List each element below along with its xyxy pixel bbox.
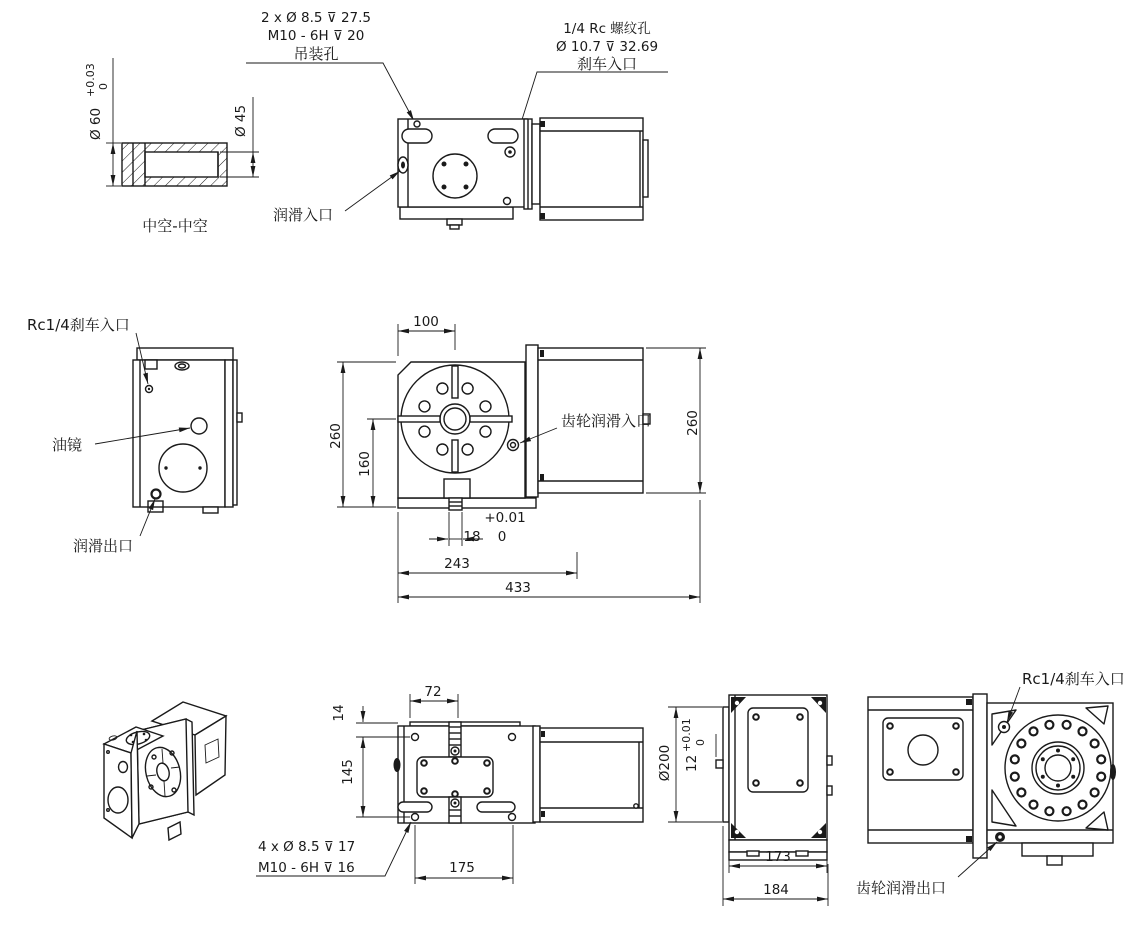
view-bottom: [394, 722, 644, 823]
lube-outlet-label: 润滑出口: [73, 537, 134, 555]
brake-inlet-side-label: Rc1/4刹车入口: [27, 316, 130, 334]
dim-text-260-right: 260: [685, 410, 701, 436]
bottom-holes-line1: 4 x Ø 8.5 ⊽ 17: [258, 839, 356, 855]
dim-tol-minus-12: 0: [694, 739, 707, 746]
dim-text-200: Ø200: [657, 744, 673, 782]
lifting-slot-right: [488, 129, 518, 143]
dim-text-433: 433: [505, 580, 531, 596]
dim-text-14: 14: [331, 704, 347, 722]
mount-hole: [412, 814, 419, 821]
dim-text-184: 184: [763, 882, 789, 898]
dim-tol-plus-12: +0.01: [680, 718, 693, 752]
hollow-caption: 中空-中空: [142, 217, 208, 235]
dim-tol-plus-18: +0.01: [484, 510, 526, 526]
oil-sight-glass: [191, 418, 207, 434]
dim-243: [398, 552, 577, 579]
key-block: [444, 479, 470, 498]
brake-thread-line1: 1/4 Rc 螺纹孔: [563, 21, 651, 37]
dim-text-12: 12: [684, 754, 700, 772]
oil-sight-label: 油镜: [52, 436, 83, 454]
gear-lube-outlet-label: 齿轮润滑出口: [856, 879, 947, 897]
lube-inlet-label: 润滑入口: [273, 206, 334, 224]
dim-72: [410, 684, 458, 718]
brake-thread-line2: Ø 10.7 ⊽ 32.69: [555, 39, 659, 55]
dim-tol-minus-bore-outer: 0: [97, 83, 110, 90]
gear-lube-inlet-label: 齿轮润滑入口: [561, 412, 652, 430]
view-top-plan: [398, 118, 648, 229]
lifting-spec-line1: 2 x Ø 8.5 ⊽ 27.5: [260, 10, 372, 26]
dim-text-173: 173: [765, 849, 791, 865]
dim-bore-outer: [84, 58, 121, 186]
mount-hole: [509, 814, 516, 821]
dim-18: [429, 510, 526, 546]
dim-175: [415, 825, 513, 884]
dim-260-left: [328, 362, 396, 507]
dim-text-100: 100: [413, 314, 439, 330]
view-side-left: [27, 316, 242, 555]
motor-top: [540, 118, 643, 220]
dim-tol-minus-18: 0: [497, 529, 507, 545]
hollow-bore: [145, 152, 218, 177]
brake-thread-label: 刹车入口: [576, 55, 638, 73]
dim-text-bore-outer: Ø 60: [88, 107, 104, 140]
dim-text-160: 160: [357, 451, 373, 477]
leader-lube-inlet: [345, 171, 400, 211]
dim-text-243: 243: [444, 556, 470, 572]
key: [716, 760, 723, 768]
dim-260-right: [646, 348, 706, 493]
gear-lube-inlet-fitting: [508, 440, 519, 451]
callout-lube-inlet: [273, 171, 400, 224]
dim-12: [680, 718, 716, 772]
dim-433: [398, 500, 700, 603]
lifting-hole-target: [414, 121, 420, 127]
dim-160: [357, 419, 396, 507]
dim-text-bore-inner: Ø 45: [233, 104, 249, 137]
lifting-spec-line2: M10 - 6H ⊽ 20: [267, 28, 365, 44]
mount-hole: [509, 734, 516, 741]
dim-100: [398, 314, 455, 356]
callout-lifting-holes: [246, 10, 414, 121]
view-rear: [716, 695, 832, 860]
dim-text-145: 145: [340, 759, 356, 785]
bottom-holes-line2: M10 - 6H ⊽ 16: [258, 860, 355, 876]
dim-text-260-left: 260: [328, 423, 344, 449]
lifting-label: 吊装孔: [293, 45, 339, 63]
lube-outlet-fitting: [152, 490, 161, 499]
dim-tol-plus-bore-outer: +0.03: [84, 63, 97, 97]
dim-text-72: 72: [424, 684, 442, 700]
mount-hole: [412, 734, 419, 741]
dim-text-175: 175: [449, 860, 475, 876]
view-isometric: [104, 702, 226, 840]
leader-lifting-holes: [246, 63, 414, 121]
center-boss: [433, 154, 477, 198]
lifting-slot-left: [402, 129, 432, 143]
view-hollow-section: [84, 58, 259, 235]
brake-inlet-rear-label: Rc1/4刹车入口: [1022, 670, 1125, 688]
callout-bottom-holes: [256, 822, 411, 876]
view-side-right: [856, 670, 1125, 897]
dim-text-18: 18: [463, 529, 481, 545]
